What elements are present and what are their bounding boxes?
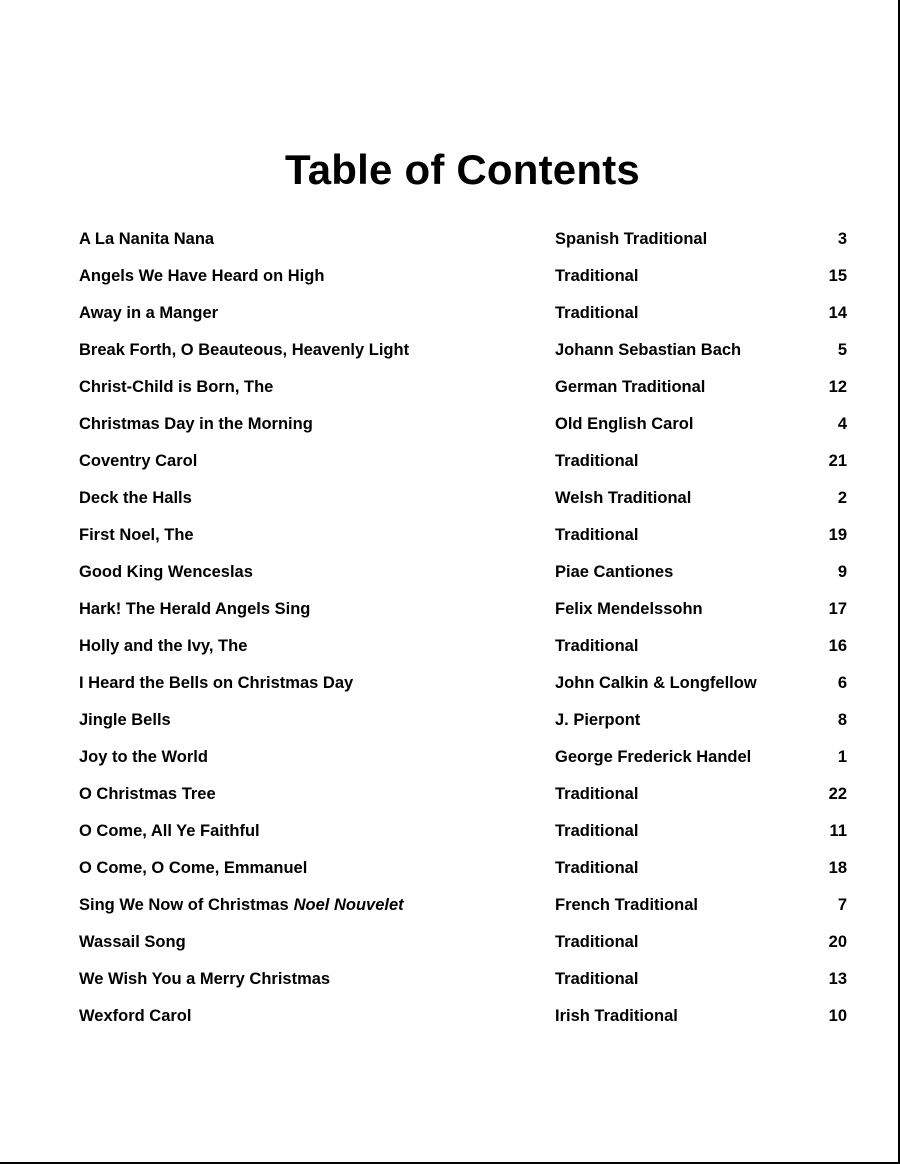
toc-song-title [79,296,218,330]
toc-song-title-text: O Come, O Come, Emmanuel [79,859,308,877]
toc-page-number: 2 [837,489,847,507]
toc-composer: Traditional [555,526,639,544]
toc-song-title [79,407,313,441]
toc-song-title [79,925,186,959]
toc-page-number: 8 [837,711,847,729]
toc-song-title-text: Away in a Manger [79,304,219,322]
toc-row [79,259,847,296]
toc-row [79,481,847,518]
toc-row [79,740,847,777]
toc-row [79,555,847,592]
toc-page-number: 12 [828,378,847,396]
toc-song-title [79,851,307,885]
toc-song-title-text: Jingle Bells [79,711,171,729]
toc-row [79,518,847,555]
toc-song-title-text: Hark! The Herald Angels Sing [79,600,311,618]
table-of-contents [79,222,847,1036]
toc-row [79,888,847,925]
toc-song-title [79,555,253,589]
toc-page-number: 7 [837,896,847,914]
toc-composer: Welsh Traditional [555,489,692,507]
toc-song-title [79,740,208,774]
toc-page-number: 20 [828,933,847,951]
toc-composer: Traditional [555,933,639,951]
toc-row [79,629,847,666]
toc-row [79,703,847,740]
toc-row [79,814,847,851]
toc-composer: Traditional [555,452,639,470]
toc-composer: Johann Sebastian Bach [555,341,742,359]
toc-song-title [79,370,273,404]
toc-composer: Traditional [555,785,639,803]
toc-page-number: 21 [828,452,847,470]
toc-page-number: 5 [837,341,847,359]
toc-song-title-text: Deck the Halls [79,489,192,507]
toc-row [79,666,847,703]
toc-song-title [79,814,260,848]
toc-page-number: 15 [828,267,847,285]
toc-song-title-text: First Noel, The [79,526,194,544]
toc-song-title-text: Wassail Song [79,933,186,951]
toc-song-title-text: Break Forth, O Beauteous, Heavenly Light [79,341,410,359]
toc-row [79,925,847,962]
toc-composer: Traditional [555,859,639,877]
toc-song-title-text: Christ-Child is Born, The [79,378,274,396]
toc-composer: Traditional [555,304,639,322]
toc-composer: Traditional [555,637,639,655]
toc-row [79,962,847,999]
toc-song-title [79,999,191,1033]
toc-row [79,370,847,407]
toc-row [79,407,847,444]
toc-song-subtitle: Noel Nouvelet [293,896,404,914]
toc-page-number: 13 [828,970,847,988]
toc-page-number: 10 [828,1007,847,1025]
toc-page-number: 6 [837,674,847,692]
toc-page-number: 3 [837,230,847,248]
toc-song-title [79,592,310,626]
toc-composer: George Frederick Handel [555,748,752,766]
toc-song-title [79,962,330,996]
toc-page-number: 1 [837,748,847,766]
toc-song-title-text: Holly and the Ivy, The [79,637,248,655]
toc-composer: Felix Mendelssohn [555,600,703,618]
toc-row [79,999,847,1036]
toc-composer: French Traditional [555,896,699,914]
toc-song-title [79,222,214,256]
toc-song-title-text: Good King Wenceslas [79,563,253,581]
toc-song-title [79,666,353,700]
toc-row [79,333,847,370]
toc-composer: Spanish Traditional [555,230,708,248]
toc-composer: Traditional [555,267,639,285]
toc-song-title [79,333,409,367]
toc-song-title [79,481,192,515]
toc-song-title-text: A La Nanita Nana [79,230,215,248]
toc-composer: John Calkin & Longfellow [555,674,757,692]
toc-page-number: 9 [837,563,847,581]
toc-song-title [79,888,404,922]
toc-song-title-text: We Wish You a Merry Christmas [79,970,331,988]
toc-song-title-text: Joy to the World [79,748,208,766]
toc-page-number: 14 [828,304,847,322]
toc-row [79,592,847,629]
toc-row [79,444,847,481]
page-title: Table of Contents [285,146,640,194]
toc-composer: German Traditional [555,378,706,396]
toc-page-number: 18 [828,859,847,877]
toc-song-title [79,777,216,811]
toc-composer: Irish Traditional [555,1007,678,1025]
toc-song-title-text: I Heard the Bells on Christmas Day [79,674,354,692]
toc-song-title-text: O Come, All Ye Faithful [79,822,260,840]
toc-row [79,222,847,259]
toc-page-number: 11 [829,822,847,840]
toc-page-number: 19 [828,526,847,544]
toc-page-number: 16 [828,637,847,655]
toc-page-number: 22 [828,785,847,803]
toc-song-title-text: O Christmas Tree [79,785,216,803]
toc-composer: J. Pierpont [555,711,641,729]
toc-page-number: 17 [828,600,847,618]
toc-song-title [79,518,194,552]
toc-row [79,777,847,814]
toc-song-title [79,259,324,293]
toc-row [79,851,847,888]
toc-composer: Piae Cantiones [555,563,674,581]
toc-row [79,296,847,333]
toc-song-title [79,703,171,737]
toc-composer: Traditional [555,822,639,840]
toc-page-number: 4 [837,415,847,433]
toc-composer: Old English Carol [555,415,694,433]
toc-composer: Traditional [555,970,639,988]
toc-song-title-text: Coventry Carol [79,452,198,470]
toc-song-title [79,444,197,478]
toc-song-title-text: Christmas Day in the Morning [79,415,313,433]
toc-song-title [79,629,247,663]
toc-song-title-text: Angels We Have Heard on High [79,267,325,285]
toc-song-title-text: Sing We Now of Christmas [79,896,289,914]
toc-song-title-text: Wexford Carol [79,1007,192,1025]
